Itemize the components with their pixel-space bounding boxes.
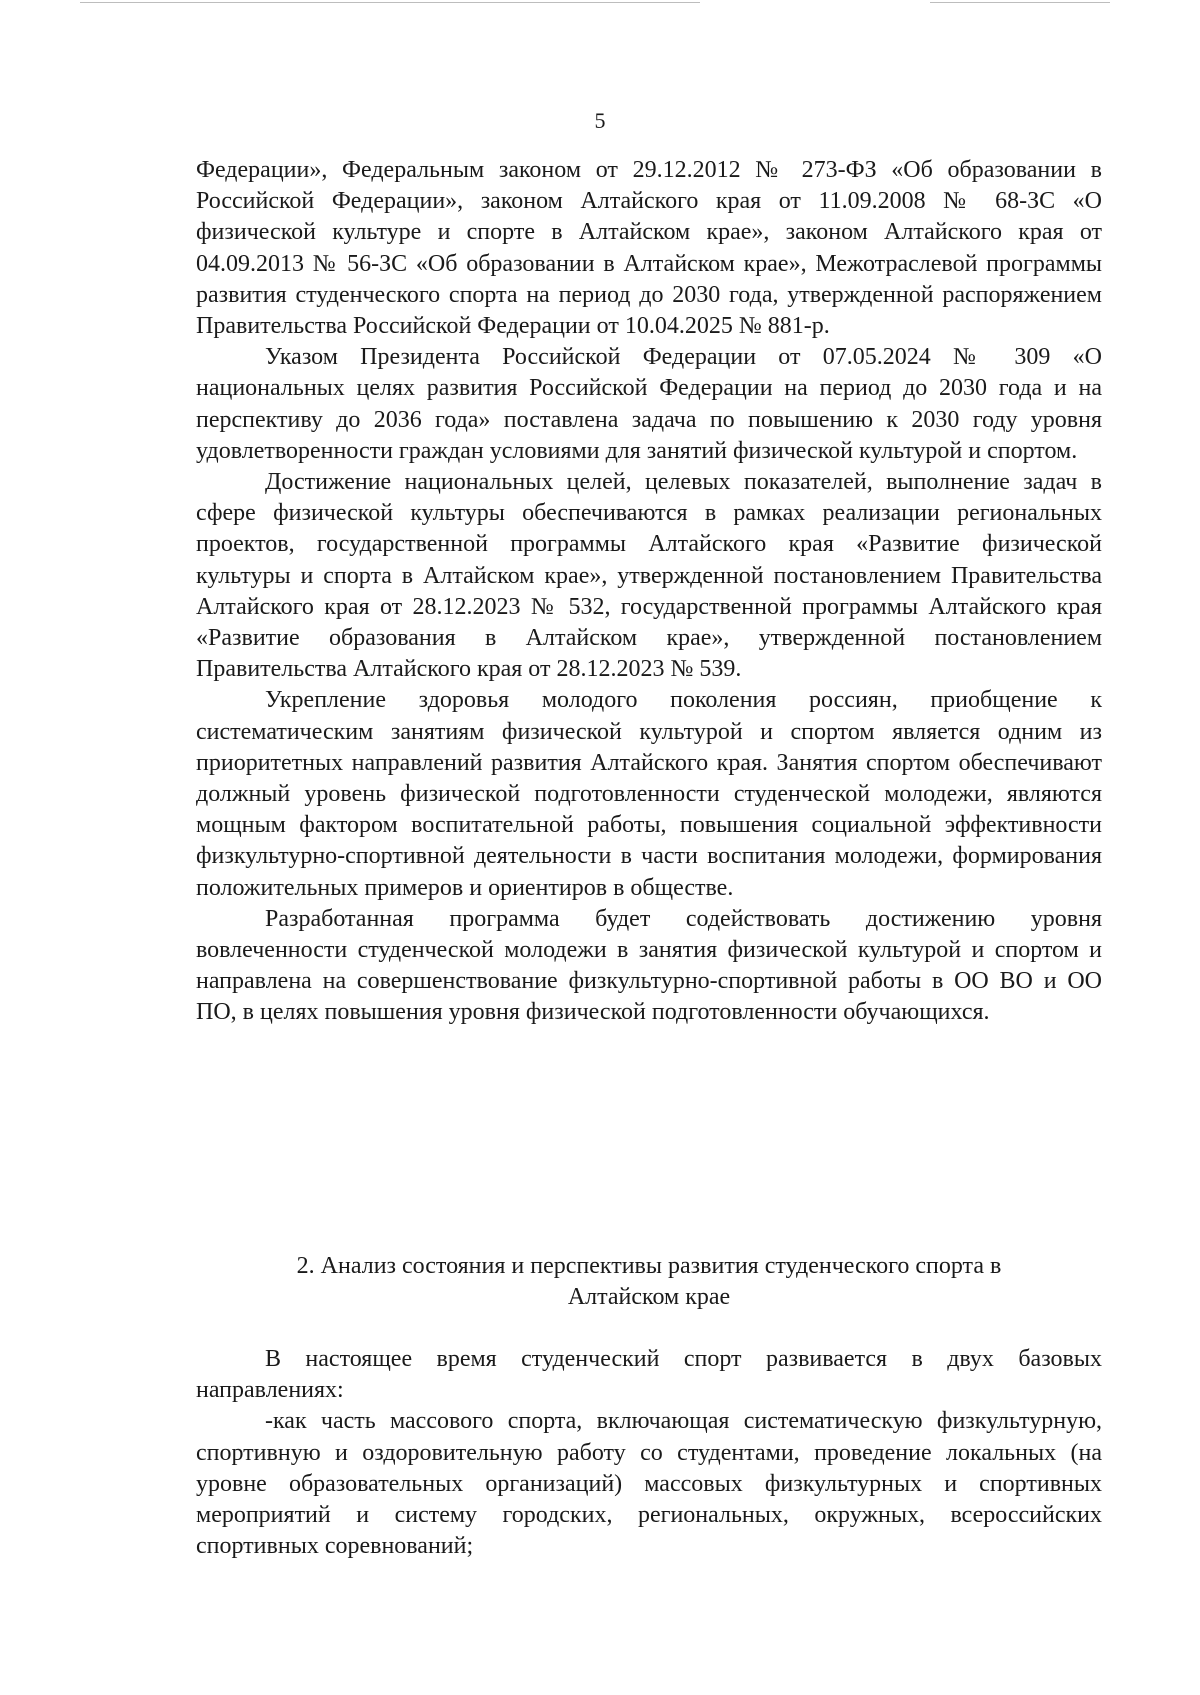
paragraph-health-strengthening: Укрепление здоровья молодого поколения россиян, приобщение к систематическим занятиям физической культурой и спортом является одним из приоритетных направлений развития Алтайского края. Занятия спортом обеспечивают должный уровень физической подготовленности студенческой молодежи, являются мощным фактором воспитательной работы, повышения социальной эффективности физкультурно-спортивной деятельности в части воспитания молодежи, формирования положительных примеров и ориентиров в обществе. [196, 687, 1102, 901]
section-heading-line-1: 2. Анализ состояния и перспективы развития студенческого спорта в [296, 1253, 1002, 1279]
body-text-bottom [196, 1344, 1102, 1562]
paragraph-two-directions: В настоящее время студенческий спорт развивается в двух базовых направлениях: [196, 1346, 1102, 1404]
paragraph-presidential-decree: Указом Президента Российской Федерации от 07.05.2024 № 309 «О национальных целях развития Российской Федерации на период до 2030 года и на перспективу до 2036 года» поставлена задача по повышению к 2030 году уровня удовлетворенности граждан условиями для занятий физической культурой и спортом. [196, 344, 1102, 464]
paragraph-national-goals: Достижение национальных целей, целевых показателей, выполнение задач в сфере физической культуры обеспечиваются в рамках реализации региональных проектов, государственной программы Алтайского края «Развитие физической культуры и спорта в Алтайском крае», утвержденной постановлением Правительства Алтайского края от 28.12.2023 № 532, государственной программы Алтайского края «Развитие образования в Алтайском крае», утвержденной постановлением Правительства Алтайского края от 28.12.2023 № 539. [196, 469, 1102, 683]
scan-artifact-top [80, 2, 700, 3]
body-text-top [196, 155, 1102, 1029]
scan-artifact-top-right [930, 2, 1110, 3]
paragraph-program-purpose: Разработанная программа будет содействовать достижению уровня вовлеченности студенческой молодежи в занятия физической культурой и спортом и направлена на совершенствование физкультурно-спортивной работы в ОО ВО и ОО ПО, в целях повышения уровня физической подготовленности обучающихся. [196, 905, 1102, 1026]
list-item-mass-sport: -как часть массового спорта, включающая систематическую физкультурную, спортивную и оздоровительную работу со студентами, проведение локальных (на уровне образовательных организаций) массовых физкультурных и спортивных мероприятий и систему городских, региональных, окружных, всероссийских спортивных соревнований; [196, 1408, 1102, 1560]
page-number: 5 [594, 108, 606, 133]
section-heading-line-2: Алтайском крае [567, 1284, 731, 1311]
section-heading [196, 1251, 1102, 1313]
paragraph-laws-continuation: Федерации», Федеральным законом от 29.12.2012 № 273-ФЗ «Об образовании в Российской Федерации», законом Алтайского края от 11.09.2008 № 68-ЗС «О физической культуре и спорте в Алтайском крае», законом Алтайского края от 04.09.2013 № 56-ЗС «Об образовании в Алтайском крае», Межотраслевой программы развития студенческого спорта на период до 2030 года, утвержденной распоряжением Правительства Российской Федерации от 10.04.2025 № 881-р. [196, 157, 1102, 340]
